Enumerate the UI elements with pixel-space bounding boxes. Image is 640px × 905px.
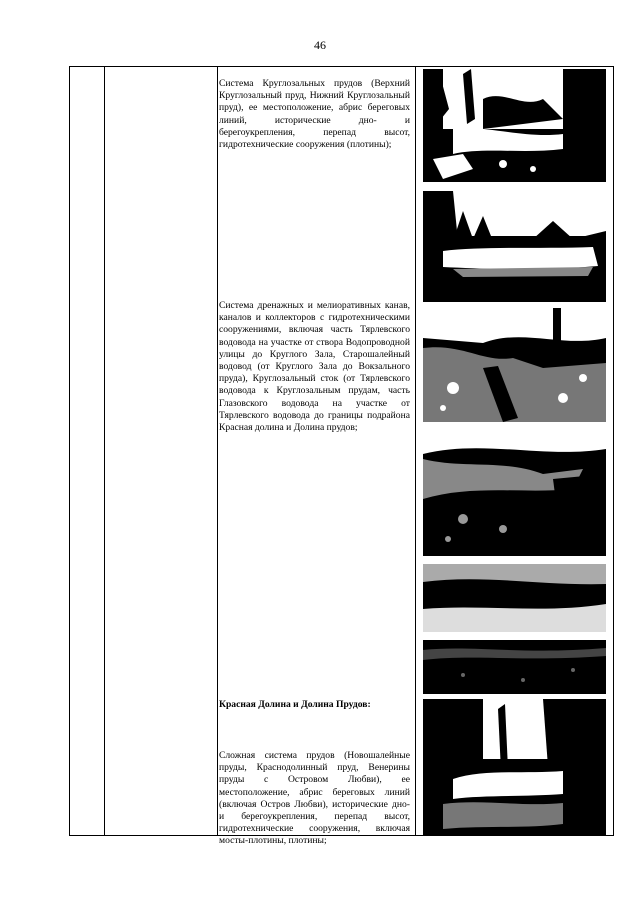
page-number: 46 — [314, 38, 326, 52]
column-divider — [415, 67, 416, 835]
photo-pond-forest — [423, 699, 606, 835]
section-heading: Красная Долина и Долина Прудов: — [219, 699, 371, 710]
description-krugloz-ponds: Система Круглозальных прудов (Верхний Круглозальный пруд, Нижний Круглозальный пруд), ее местоположение, абрис береговых линий, исторические дно- и берегоукрепления, перепад высот, гидротехнические сооружения (плотины); — [219, 78, 410, 151]
document-table — [69, 66, 614, 847]
photo-pond-treeline — [423, 191, 606, 302]
photo-canal-bank — [423, 564, 606, 632]
photo-dark-water — [423, 640, 606, 694]
column-divider — [104, 67, 105, 835]
photo-forest-floor — [423, 429, 606, 556]
description-pond-system: Сложная система прудов (Новошалейные пруды, Краснодолинный пруд, Венерины пруды с Островом Любви), ее местоположение, абрис береговых линий (включая Остров Любви), исторические дно- и берегоукрепления, перепад высот, гидротехнические сооружения, включая мосты-плотины, плотины; — [219, 750, 410, 847]
photo-drainage-ditch — [423, 308, 606, 422]
column-divider — [217, 67, 218, 835]
description-drainage-system: Система дренажных и мелиоративных канав, каналов и коллекторов с гидротехническими сооружениями, включая часть Тярлевского водовода на участке от створа Водопроводной улицы до Круглого Зала, Старошалейный водовод (от Круглого Зала до Вокзального пруда), Круглозальный сток (от Тярлевского водовода к Круглозальным прудам, часть Глазовского водовода на участке от Тярлевского водовода до границы подрайона Красная долина и Долина прудов; — [219, 300, 410, 434]
photo-forest-pond — [423, 69, 606, 182]
